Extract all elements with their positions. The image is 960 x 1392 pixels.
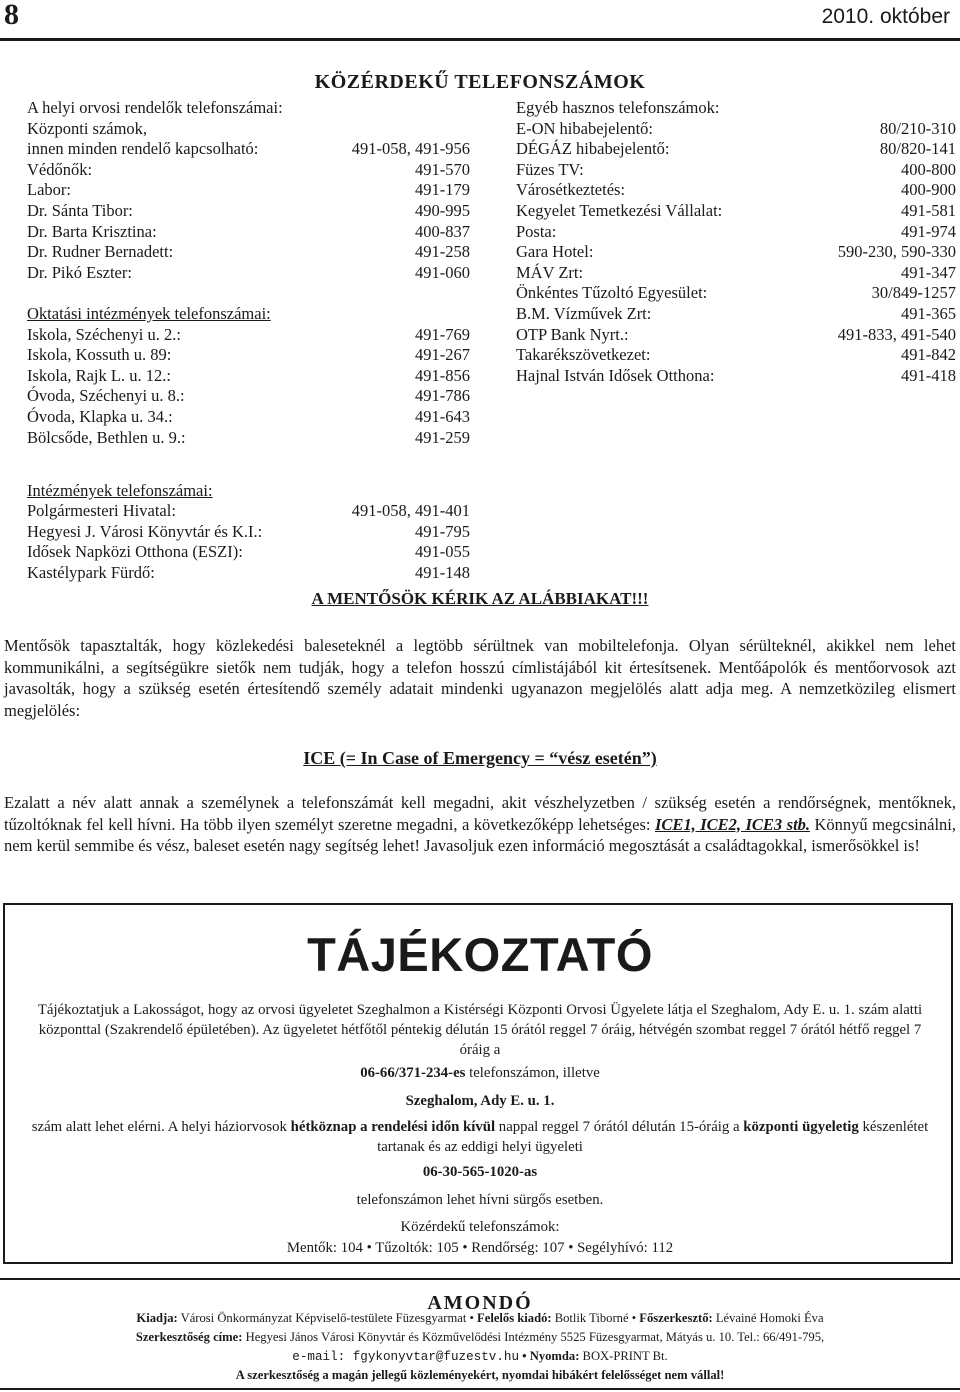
other-value: 491-347 xyxy=(901,262,956,282)
duty-phone-2: 06-30-565-1020-as xyxy=(422,1164,538,1180)
other-label: Füzes TV: xyxy=(516,159,584,179)
duty-phone-1: 06-66/371-234-es xyxy=(360,1065,466,1081)
mentok-paragraph-2 xyxy=(4,792,956,857)
other-value: 491-418 xyxy=(901,365,956,385)
institution-label: Polgármesteri Hivatal: xyxy=(27,501,176,521)
info-text-2-bold-1: hétköznap a rendelési időn kívül xyxy=(290,1119,496,1135)
other-value: 80/210-310 xyxy=(879,118,956,138)
medical-value: 400-837 xyxy=(415,221,470,241)
institution-row xyxy=(27,501,470,522)
institution-label: Kastélypark Fürdő: xyxy=(27,563,155,583)
other-label: Posta: xyxy=(516,221,557,241)
other-row xyxy=(516,304,956,325)
other-row xyxy=(516,283,956,304)
printer: BOX-PRINT Bt. xyxy=(579,1349,668,1363)
other-row xyxy=(516,345,956,366)
info-phone-line xyxy=(28,1063,932,1083)
main-title: KÖZÉRDEKŰ TELEFONSZÁMOK xyxy=(314,71,646,93)
duty-phone-1-suffix: telefonszámon, illetve xyxy=(465,1065,600,1081)
other-row xyxy=(516,139,956,160)
education-row xyxy=(27,366,470,387)
other-label: E-ON hibabejelentő: xyxy=(516,118,653,138)
mentok-paragraph-1: Mentősök tapasztalták, hogy közlekedési baleseteknél a legtöbb sérültnek van mobiltelefonja. Olyan sérülteknél, akikkel nem lehet kommunikálni, a segítségükre sietők nem tudják, hogy a telefon hosszú címlistájából kit értesítsenek. Mentőápolók és mentőorvosok azt javasolták, hogy a szükség esetén értesítendő személy adatait mindenki ugyanazon megjelölés alatt adja meg. A nemzetközileg elismert megjelölés: xyxy=(4,636,956,720)
central-numbers-sub-row xyxy=(27,139,470,160)
medical-heading: A helyi orvosi rendelők telefonszámai: xyxy=(27,98,283,117)
email-prefix: e-mail: xyxy=(292,1350,353,1364)
paragraph-2-start: Ezalatt a név alatt annak a személynek a telefonszámát kell megadni, akit vészhelyzetben / szükség esetén a rendőrségnek, mentőknek, tűzoltóknak fel kell hívni. Ha több ilyen személyt szeretne megadni, a következőképp lehetséges: xyxy=(4,793,956,834)
institutions-heading: Intézmények telefonszámai: xyxy=(27,480,213,500)
issue-date: 2010. október xyxy=(821,5,950,28)
other-row xyxy=(516,201,956,222)
other-label: Önkéntes Tűzoltó Egyesület: xyxy=(516,283,708,303)
medical-label: Dr. Pikó Eszter: xyxy=(27,262,132,282)
education-label: Óvoda, Klapka u. 34.: xyxy=(27,406,173,426)
central-numbers-row xyxy=(27,119,470,140)
medical-row xyxy=(27,263,470,284)
responsible: Botlik Tiborné • xyxy=(551,1311,640,1325)
other-value: 491-365 xyxy=(901,303,956,323)
institution-row xyxy=(27,542,470,563)
info-text-2-c: készenlétet tartanak és az eddigi helyi ügyeleti xyxy=(377,1119,929,1155)
info-text-3: telefonszámon lehet hívni sürgős esetben. xyxy=(356,1192,604,1208)
institution-value: 491-055 xyxy=(415,542,470,562)
masthead-line-1 xyxy=(0,1310,960,1327)
other-value: 491-581 xyxy=(901,200,956,220)
institution-label: Idősek Napközi Otthona (ESZI): xyxy=(27,542,243,562)
header-divider xyxy=(0,38,960,41)
institution-label: Hegyesi J. Városi Könyvtár és K.I.: xyxy=(27,521,263,541)
education-value: 491-786 xyxy=(415,386,470,406)
medical-row xyxy=(27,222,470,243)
duty-address: Szeghalom, Ady E. u. 1. xyxy=(405,1093,555,1109)
paragraph-2-end: Könnyű megcsinálni, nem kerül semmibe és vész, baleset esetén nagy segítség lehet! Javasoljuk ezen információ megosztását a családtagokkal, ismerősökkel is! xyxy=(4,814,956,855)
left-column xyxy=(27,98,470,584)
institution-row xyxy=(27,522,470,543)
printer-label: • Nyomda: xyxy=(519,1349,580,1363)
editor-label: Főszerkesztő: xyxy=(639,1311,713,1325)
other-row xyxy=(516,119,956,140)
email-address: fgykonyvtar@fuzestv.hu xyxy=(352,1350,520,1364)
medical-row xyxy=(27,180,470,201)
institution-value: 491-058, 491-401 xyxy=(351,501,470,521)
other-row xyxy=(516,242,956,263)
responsible-label: Felelős kiadó: xyxy=(477,1311,552,1325)
institution-row xyxy=(27,563,470,584)
info-box-title: TÁJÉKOZTATÓ xyxy=(307,928,653,981)
other-value: 400-900 xyxy=(901,180,956,200)
medical-row xyxy=(27,160,470,181)
footer-top-rule xyxy=(0,1278,960,1280)
other-row xyxy=(516,263,956,284)
education-row xyxy=(27,345,470,366)
medical-value: 491-060 xyxy=(415,262,470,282)
publisher: Városi Önkormányzat Képviselő-testülete Füzesgyarmat • xyxy=(177,1311,478,1325)
other-value: 590-230, 590-330 xyxy=(837,242,956,262)
education-value: 491-259 xyxy=(415,427,470,447)
public-numbers-heading: Közérdekű telefonszámok: xyxy=(400,1219,560,1235)
other-row xyxy=(516,180,956,201)
medical-row xyxy=(27,201,470,222)
other-label: Gara Hotel: xyxy=(516,242,594,262)
mentok-title: A MENTŐSÖK KÉRIK AZ ALÁBBIAKAT!!! xyxy=(311,589,649,608)
info-text-2 xyxy=(28,1117,932,1157)
editor: Lévainé Homoki Éva xyxy=(712,1311,824,1325)
education-heading: Oktatási intézmények telefonszámai: xyxy=(27,303,271,323)
medical-label: Labor: xyxy=(27,180,71,200)
education-value: 491-769 xyxy=(415,324,470,344)
info-text-2-b: nappal reggel 7 órától délután 15-óráig a xyxy=(495,1119,744,1135)
education-value: 491-856 xyxy=(415,365,470,385)
institution-value: 491-795 xyxy=(415,521,470,541)
education-label: Bölcsőde, Bethlen u. 9.: xyxy=(27,427,186,447)
disclaimer: A szerkesztőség a magán jellegű közleményekért, nyomdai hibákért felelősséget nem vállal! xyxy=(235,1368,725,1382)
medical-label: Dr. Sánta Tibor: xyxy=(27,200,133,220)
other-row xyxy=(516,325,956,346)
other-label: Városétkeztetés: xyxy=(516,180,626,200)
info-text-2-bold-2: központi ügyeletig xyxy=(743,1119,859,1135)
other-heading: Egyéb hasznos telefonszámok: xyxy=(516,98,720,117)
other-value: 30/849-1257 xyxy=(871,283,956,303)
editorial-address: Hegyesi János Városi Könyvtár és Közművelődési Intézmény 5525 Füzesgyarmat, Mátyás u. 10. Tel.: 66/491-795, xyxy=(242,1330,825,1344)
education-label: Iskola, Rajk L. u. 12.: xyxy=(27,365,171,385)
central-label: Központi számok, xyxy=(27,118,148,138)
central-sub-label: innen minden rendelő kapcsolható: xyxy=(27,139,259,159)
masthead-line-3 xyxy=(0,1348,960,1366)
medical-row xyxy=(27,242,470,263)
info-text-1: Tájékoztatjuk a Lakosságot, hogy az orvosi ügyeletet Szeghalmon a Kistérségi Központi Orvosi Ügyelete látja el Szeghalom, Ady E. u. 1. szám alatti központtal (Szakrendelő épületében). Az ügyeletet hétfőtől péntekig délután 15 órától reggel 7 óráig, hétvégén szombat reggel 7 órától hétfő reggel 7 óráig a xyxy=(37,1002,923,1058)
medical-label: Dr. Rudner Bernadett: xyxy=(27,242,174,262)
other-label: B.M. Vízművek Zrt: xyxy=(516,303,652,323)
medical-value: 491-258 xyxy=(415,242,470,262)
education-row xyxy=(27,386,470,407)
other-value: 80/820-141 xyxy=(879,139,956,159)
education-value: 491-267 xyxy=(415,345,470,365)
other-row xyxy=(516,160,956,181)
right-column xyxy=(516,98,956,386)
page-number: 8 xyxy=(4,0,19,31)
education-value: 491-643 xyxy=(415,406,470,426)
masthead-line-2 xyxy=(0,1329,960,1346)
public-numbers: Mentők: 104 • Tűzoltók: 105 • Rendőrség: 107 • Segélyhívó: 112 xyxy=(286,1240,674,1256)
education-row xyxy=(27,325,470,346)
info-text-2-a: szám alatt lehet elérni. A helyi háziorvosok xyxy=(31,1119,291,1135)
masthead-title: AMONDÓ xyxy=(427,1292,533,1314)
publisher-label: Kiadja: xyxy=(136,1311,178,1325)
education-row xyxy=(27,428,470,449)
other-row xyxy=(516,222,956,243)
medical-label: Védőnők: xyxy=(27,159,93,179)
address-label: Szerkesztőség címe: xyxy=(135,1330,243,1344)
medical-label: Dr. Barta Krisztina: xyxy=(27,221,157,241)
medical-value: 490-995 xyxy=(415,200,470,220)
education-label: Óvoda, Széchenyi u. 8.: xyxy=(27,386,185,406)
other-label: MÁV Zrt: xyxy=(516,262,584,282)
other-value: 491-974 xyxy=(901,221,956,241)
other-row xyxy=(516,366,956,387)
institution-value: 491-148 xyxy=(415,563,470,583)
other-value: 491-842 xyxy=(901,345,956,365)
medical-value: 491-570 xyxy=(415,159,470,179)
ice-heading: ICE (= In Case of Emergency = “vész esetén”) xyxy=(303,748,657,768)
other-value: 491-833, 491-540 xyxy=(837,324,956,344)
medical-value: 491-179 xyxy=(415,180,470,200)
ice-example: ICE1, ICE2, ICE3 stb. xyxy=(654,814,811,834)
central-value: 491-058, 491-956 xyxy=(351,139,470,159)
other-label: OTP Bank Nyrt.: xyxy=(516,324,629,344)
other-value: 400-800 xyxy=(901,159,956,179)
other-label: Takarékszövetkezet: xyxy=(516,345,651,365)
other-label: Kegyelet Temetkezési Vállalat: xyxy=(516,200,723,220)
other-label: Hajnal István Idősek Otthona: xyxy=(516,365,715,385)
education-label: Iskola, Kossuth u. 89: xyxy=(27,345,172,365)
education-row xyxy=(27,407,470,428)
education-label: Iskola, Széchenyi u. 2.: xyxy=(27,324,181,344)
other-label: DÉGÁZ hibabejelentő: xyxy=(516,139,670,159)
footer-bottom-rule xyxy=(0,1388,960,1390)
